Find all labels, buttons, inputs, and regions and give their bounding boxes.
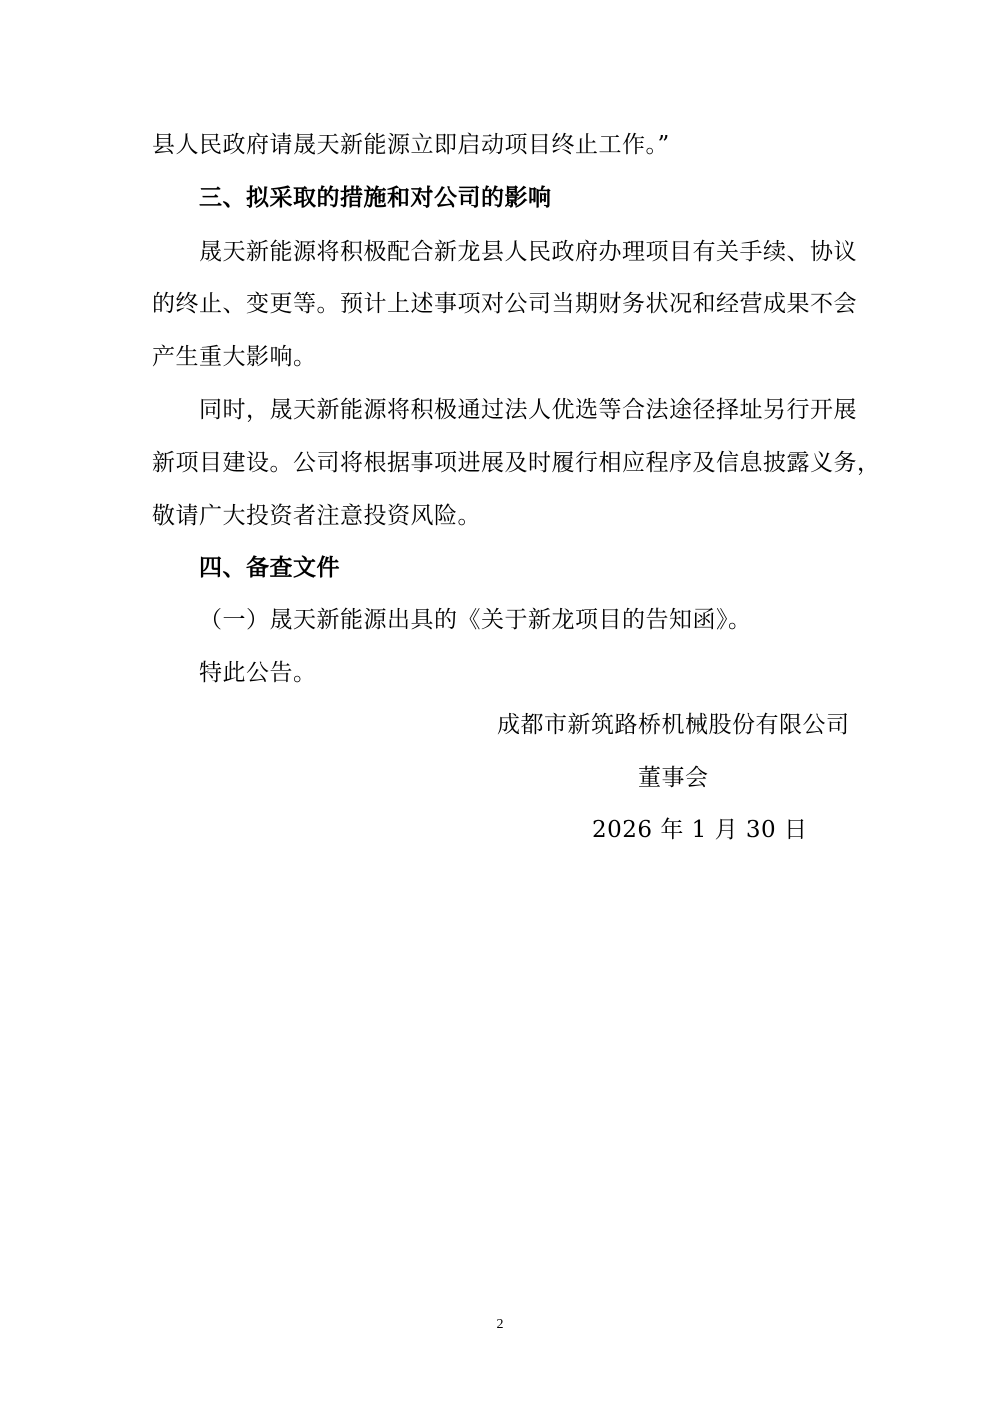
paragraph-line: 新项目建设。公司将根据事项进展及时履行相应程序及信息披露义务， — [152, 450, 881, 476]
signature-board: 董事会 — [638, 765, 709, 791]
paragraph-line: （一）晟天新能源出具的《关于新龙项目的告知函》。 — [199, 607, 752, 633]
paragraph-line: 特此公告。 — [199, 660, 317, 686]
paragraph-line: 晟天新能源将积极配合新龙县人民政府办理项目有关手续、协议 — [199, 239, 857, 265]
signature-date: 2026 年 1 月 30 日 — [592, 817, 808, 843]
paragraph-line: 的终止、变更等。预计上述事项对公司当期财务状况和经营成果不会 — [152, 291, 857, 317]
paragraph-line: 产生重大影响。 — [152, 344, 317, 370]
paragraph-line: 同时，晟天新能源将积极通过法人优选等合法途径择址另行开展 — [199, 397, 857, 423]
paragraph-line: 敬请广大投资者注意投资风险。 — [152, 503, 481, 529]
section-heading-3: 三、拟采取的措施和对公司的影响 — [199, 185, 552, 211]
paragraph-line: 县人民政府请晟天新能源立即启动项目终止工作。” — [152, 132, 670, 158]
page-number: 2 — [496, 1317, 504, 1332]
section-heading-4: 四、备查文件 — [199, 555, 340, 581]
signature-company: 成都市新筑路桥机械股份有限公司 — [497, 712, 850, 738]
